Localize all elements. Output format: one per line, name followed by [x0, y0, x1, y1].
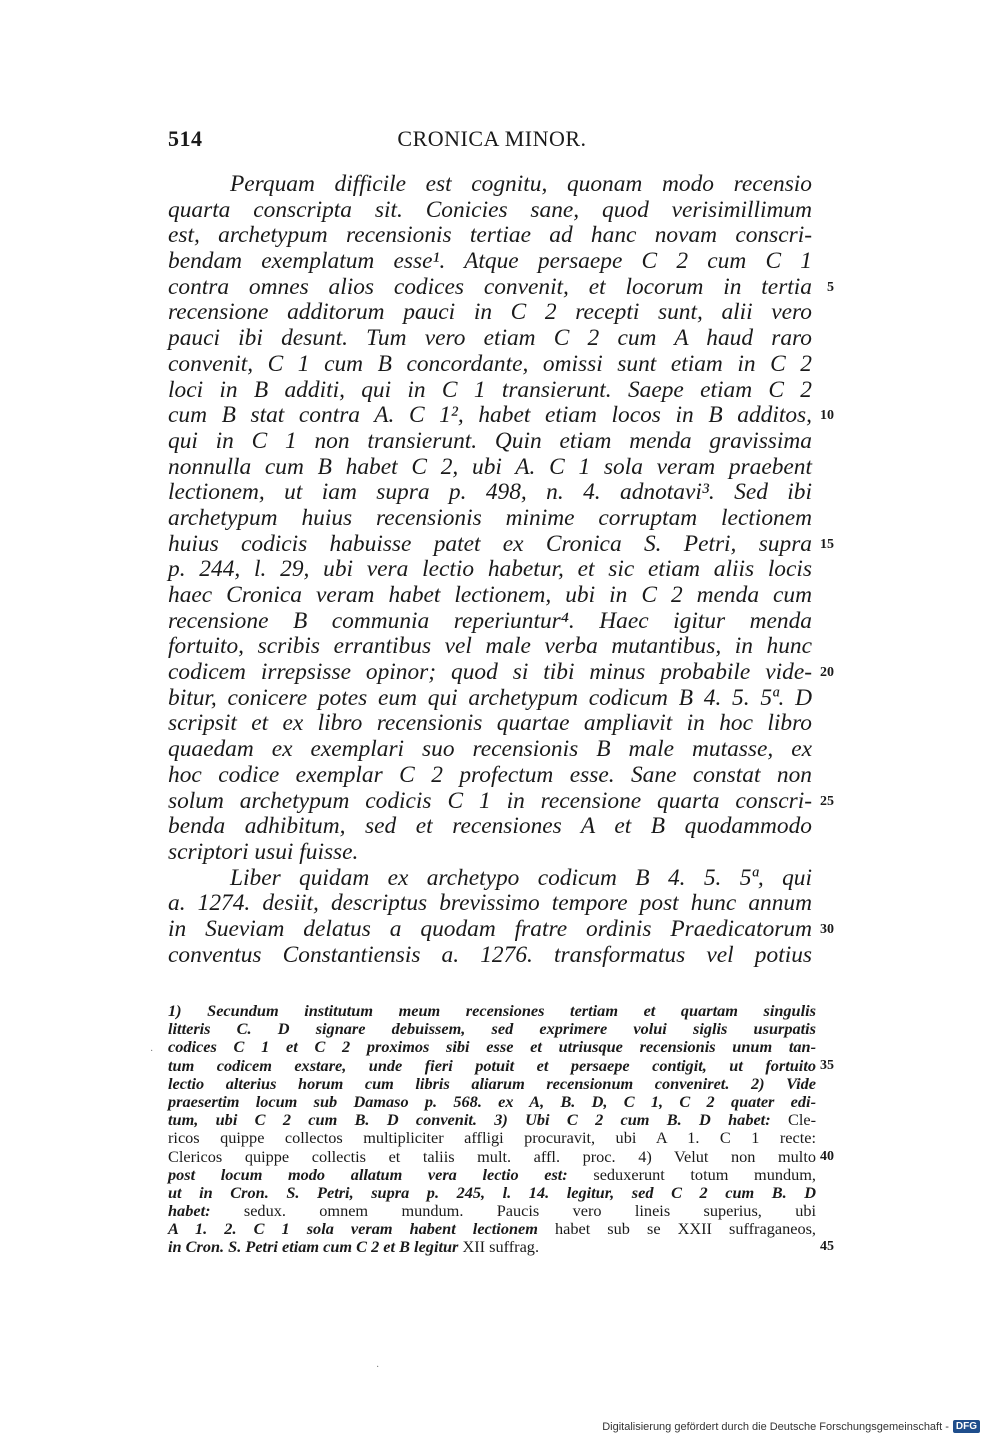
main-text [168, 171, 834, 968]
footnote-line: tum, ubi C 2 cum B. D convenit. 3) Ubi C 2 cum B. D habet: Cle- [168, 1110, 816, 1130]
text-line: haec Cronica veram habet lectionem, ubi in C 2 menda cum [168, 582, 812, 608]
line-number: 25 [820, 793, 834, 809]
credit-text: Digitalisierung gefördert durch die Deutsche Forschungsgemeinschaft - [602, 1420, 949, 1433]
text-line: huius codicis habuisse patet ex Cronica S. Petri, supra 15 [168, 530, 834, 557]
line-number: 20 [820, 665, 834, 681]
running-title: CRONICA MINOR. [397, 126, 587, 151]
text-line: pauci ibi desunt. Tum vero etiam C 2 cum A haud raro [168, 325, 812, 352]
footnote-line: ricos quippe collectos multipliciter affligi procuravit, ubi A 1. C 1 recte: [168, 1128, 816, 1148]
text-line: fortuito, scribis errantibus vel male verba mutantibus, in hunc [168, 633, 812, 660]
footnote-line: tum codicem exstare, unde fieri potuit et persaepe contigit, ut fortuito 35 [168, 1055, 834, 1075]
text-line: lectionem, ut iam supra p. 498, n. 4. adnotavi³. Sed ibi [168, 479, 812, 506]
text-line: est, archetypum recensionis tertiae ad hanc novam conscri- [168, 222, 812, 249]
text-line: quarta conscripta sit. Conicies sane, quod verisimillimum [168, 196, 812, 223]
text-line: nonnulla cum B habet C 2, ubi A. C 1 sola veram praebent [168, 453, 812, 480]
text-line: codicem irrepsisse opinor; quod si tibi minus probabile vide- 20 [168, 659, 834, 686]
text-line: bendam exemplatum esse¹. Atque persaepe C 2 cum C 1 [168, 248, 812, 275]
stray-mark: · [150, 1046, 154, 1057]
footnote-line: ut in Cron. S. Petri, supra p. 245, l. 14. legitur, sed C 2 cum B. D [168, 1182, 816, 1202]
line-number: 5 [827, 279, 834, 295]
footnote-line: Clericos quippe collectis et taliis mult. affl. proc. 4) Velut non multo 40 [168, 1146, 834, 1166]
line-number: 45 [820, 1239, 834, 1255]
text-line: bitur, conicere potes eum qui archetypum codicum B 4. 5. 5ª. D [168, 684, 812, 711]
text-line: in Sueviam delatus a quodam fratre ordinis Praedicatorum 30 [168, 915, 834, 942]
footnote-line: lectio alterius horum cum libris aliarum recensionum conveniret. 2) Vide [168, 1073, 816, 1093]
text-line: benda adhibitum, sed et recensiones A et B quodammodo [168, 813, 812, 840]
footnotes [168, 1001, 834, 1257]
footnote-line: codices C 1 et C 2 proximos sibi esse et utriusque recensionis unum tan- [168, 1037, 816, 1057]
text-line: a. 1274. desiit, descriptus brevissimo tempore post hunc annum [168, 890, 812, 917]
footnote-line: habet: sedux. omnem mundum. Paucis vero lineis superius, ubi [168, 1201, 816, 1221]
text-line: conventus Constantiensis a. 1276. transformatus vel potius [168, 941, 812, 968]
digitization-credit [602, 1420, 980, 1433]
text-line: recensione B communia reperiuntur⁴. Haec igitur menda [168, 607, 812, 634]
line-number: 15 [820, 536, 834, 552]
footnote-line: litteris C. D signare debuissem, sed exprimere volui siglis usurpatis [168, 1019, 816, 1039]
line-number: 35 [820, 1057, 834, 1073]
text-line: solum archetypum codicis C 1 in recensione quarta conscri- 25 [168, 787, 834, 814]
text-line: scriptori usui fuisse. [168, 838, 359, 865]
footnote-line: A 1. 2. C 1 sola veram habent lectionem habet sub se XXII suffraganeos, [168, 1219, 816, 1239]
text-line: scripsit et ex libro recensionis quartae ampliavit in hoc libro [168, 710, 812, 737]
text-line: Perquam difficile est cognitu, quonam modo recensio [230, 171, 812, 197]
text-line: contra omnes alios codices convenit, et locorum in tertia 5 [168, 273, 834, 300]
line-number: 10 [820, 408, 834, 424]
text-line: hoc codice exemplar C 2 profectum esse. Sane constat non [168, 761, 812, 788]
text-line: qui in C 1 non transierunt. Quin etiam menda gravissima [168, 427, 812, 454]
footnote-line: praesertim locum sub Damaso p. 568. ex A, B. D, C 1, C 2 quater edi- [168, 1091, 816, 1111]
stray-mark: · [376, 1362, 380, 1373]
text-line: recensione additorum pauci in C 2 recepti sunt, alii vero [168, 299, 812, 326]
footnote-line: post locum modo allatum vera lectio est: seduxerunt totum mundum, [168, 1164, 816, 1184]
text-line: cum B stat contra A. C 1², habet etiam locos in B additos, 10 [168, 402, 834, 429]
text-line: quaedam ex exemplari suo recensionis B male mutasse, ex [168, 736, 812, 763]
text-line: loci in B additi, qui in C 1 transierunt. Saepe etiam C 2 [168, 376, 812, 403]
text-line: p. 244, l. 29, ubi vera lectio habetur, et sic etiam aliis locis [168, 556, 812, 583]
footnote-line: in Cron. S. Petri etiam cum C 2 et B legitur XII suffrag. 45 [168, 1237, 834, 1257]
line-number: 30 [820, 921, 834, 937]
text-line: Liber quidam ex archetypo codicum B 4. 5. 5ª, qui [230, 864, 812, 891]
text-line: archetypum huius recensionis minime corruptam lectionem [168, 504, 812, 531]
line-number: 40 [820, 1148, 834, 1164]
page-number: 514 [168, 126, 203, 151]
footnote-line: 1) Secundum institutum meum recensiones tertiam et quartam singulis [168, 1001, 816, 1020]
text-line: convenit, C 1 cum B concordante, omissi sunt etiam in C 2 [168, 350, 812, 377]
dfg-logo: DFG [953, 1420, 980, 1433]
